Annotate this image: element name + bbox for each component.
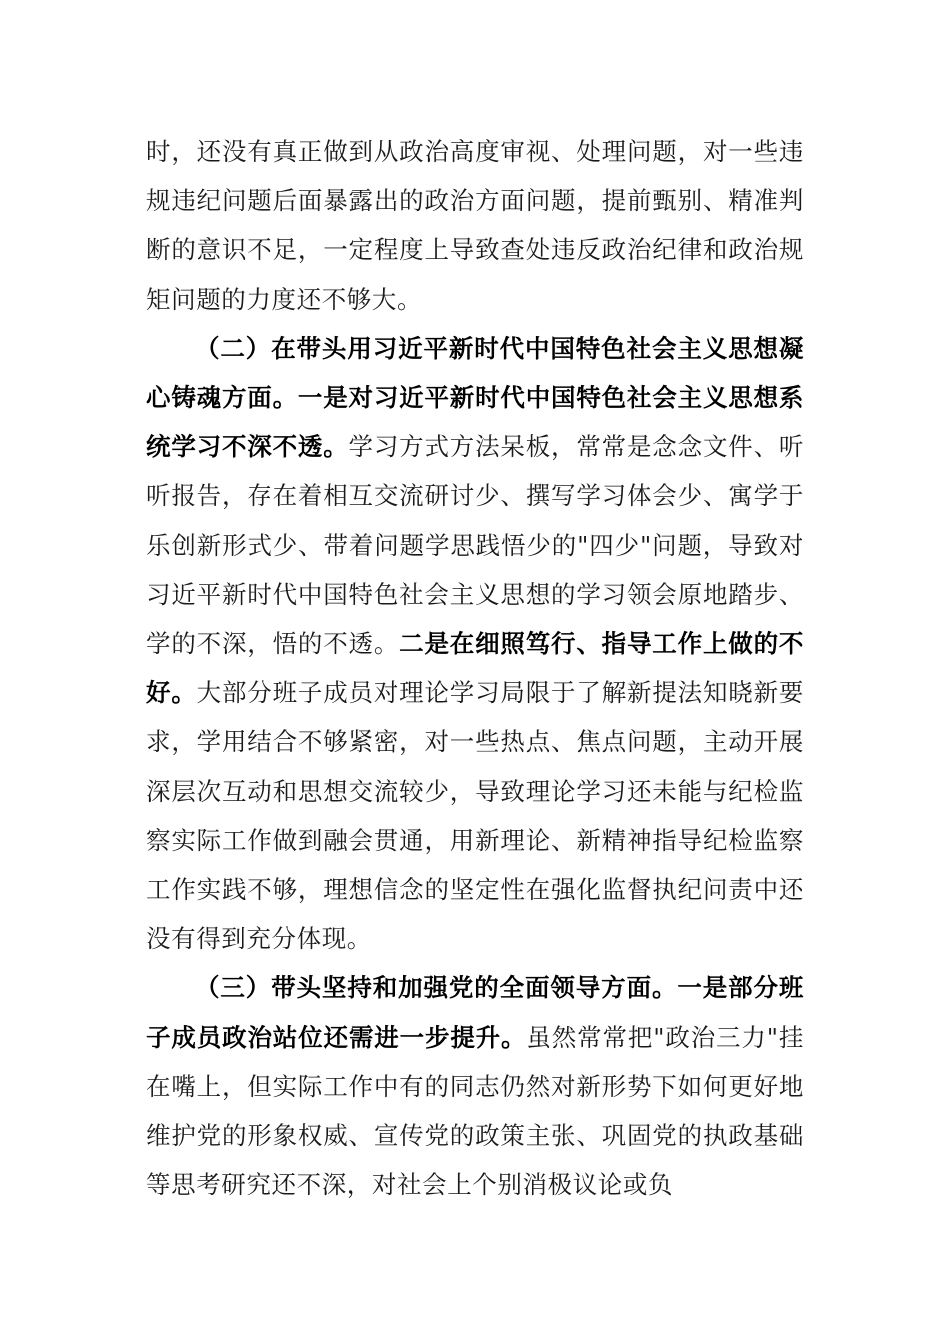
body-text: 时，还没有真正做到从政治高度审视、处理问题，对一些违规违纪问题后面暴露出的政治方面问题，提前甄别、精准判断的意识不足，一定程度上导致查处违反政治纪律和政治规矩问题的力度还不够大。 <box>146 137 804 314</box>
paragraph-continuation <box>146 127 804 324</box>
body-text: 大部分班子成员对理论学习局限于了解新提法知晓新要求，学用结合不够紧密，对一些热点、焦点问题，主动开展深层次互动和思想交流较少，导致理论学习还未能与纪检监察实际工作做到融会贯通，用新理论、新精神指导纪检监察工作实践不够，理想信念的坚定性在强化监督执纪问责中还没有得到充分体现。 <box>146 678 804 954</box>
body-text: 虽然常常把"政治三力"挂在嘴上，但实际工作中有的同志仍然对新形势下如何更好地维护党的形象权威、宣传党的政策主张、巩固党的执政基础等思考研究还不深，对社会上个别消极议论或负 <box>146 1022 804 1200</box>
document-body <box>146 127 804 1209</box>
section-heading-text: （三）带头坚持和加强党的全面领导方面。一是部分班子成员政治站位还需进一步提升。 <box>146 973 804 1052</box>
section-heading-text: （二）在带头用习近平新时代中国特色社会主义思想凝心铸魂方面。一是对习近平新时代中国特色社会主义思想系统学习不深不透。 <box>146 333 804 462</box>
body-text: 学习方式方法呆板，常常是念念文件、听听报告，存在着相互交流研讨少、撰写学习体会少、寓学于乐创新形式少、带着问题学思践悟少的"四少"问题，导致对习近平新时代中国特色社会主义思想的学习领会原地踏步、学的不深，悟的不透。 <box>146 432 804 659</box>
paragraph-section-two <box>146 324 804 964</box>
point-heading-text: 二是在细照笃行、指导工作上做的不好。 <box>146 629 804 708</box>
paragraph-section-three <box>146 963 804 1209</box>
